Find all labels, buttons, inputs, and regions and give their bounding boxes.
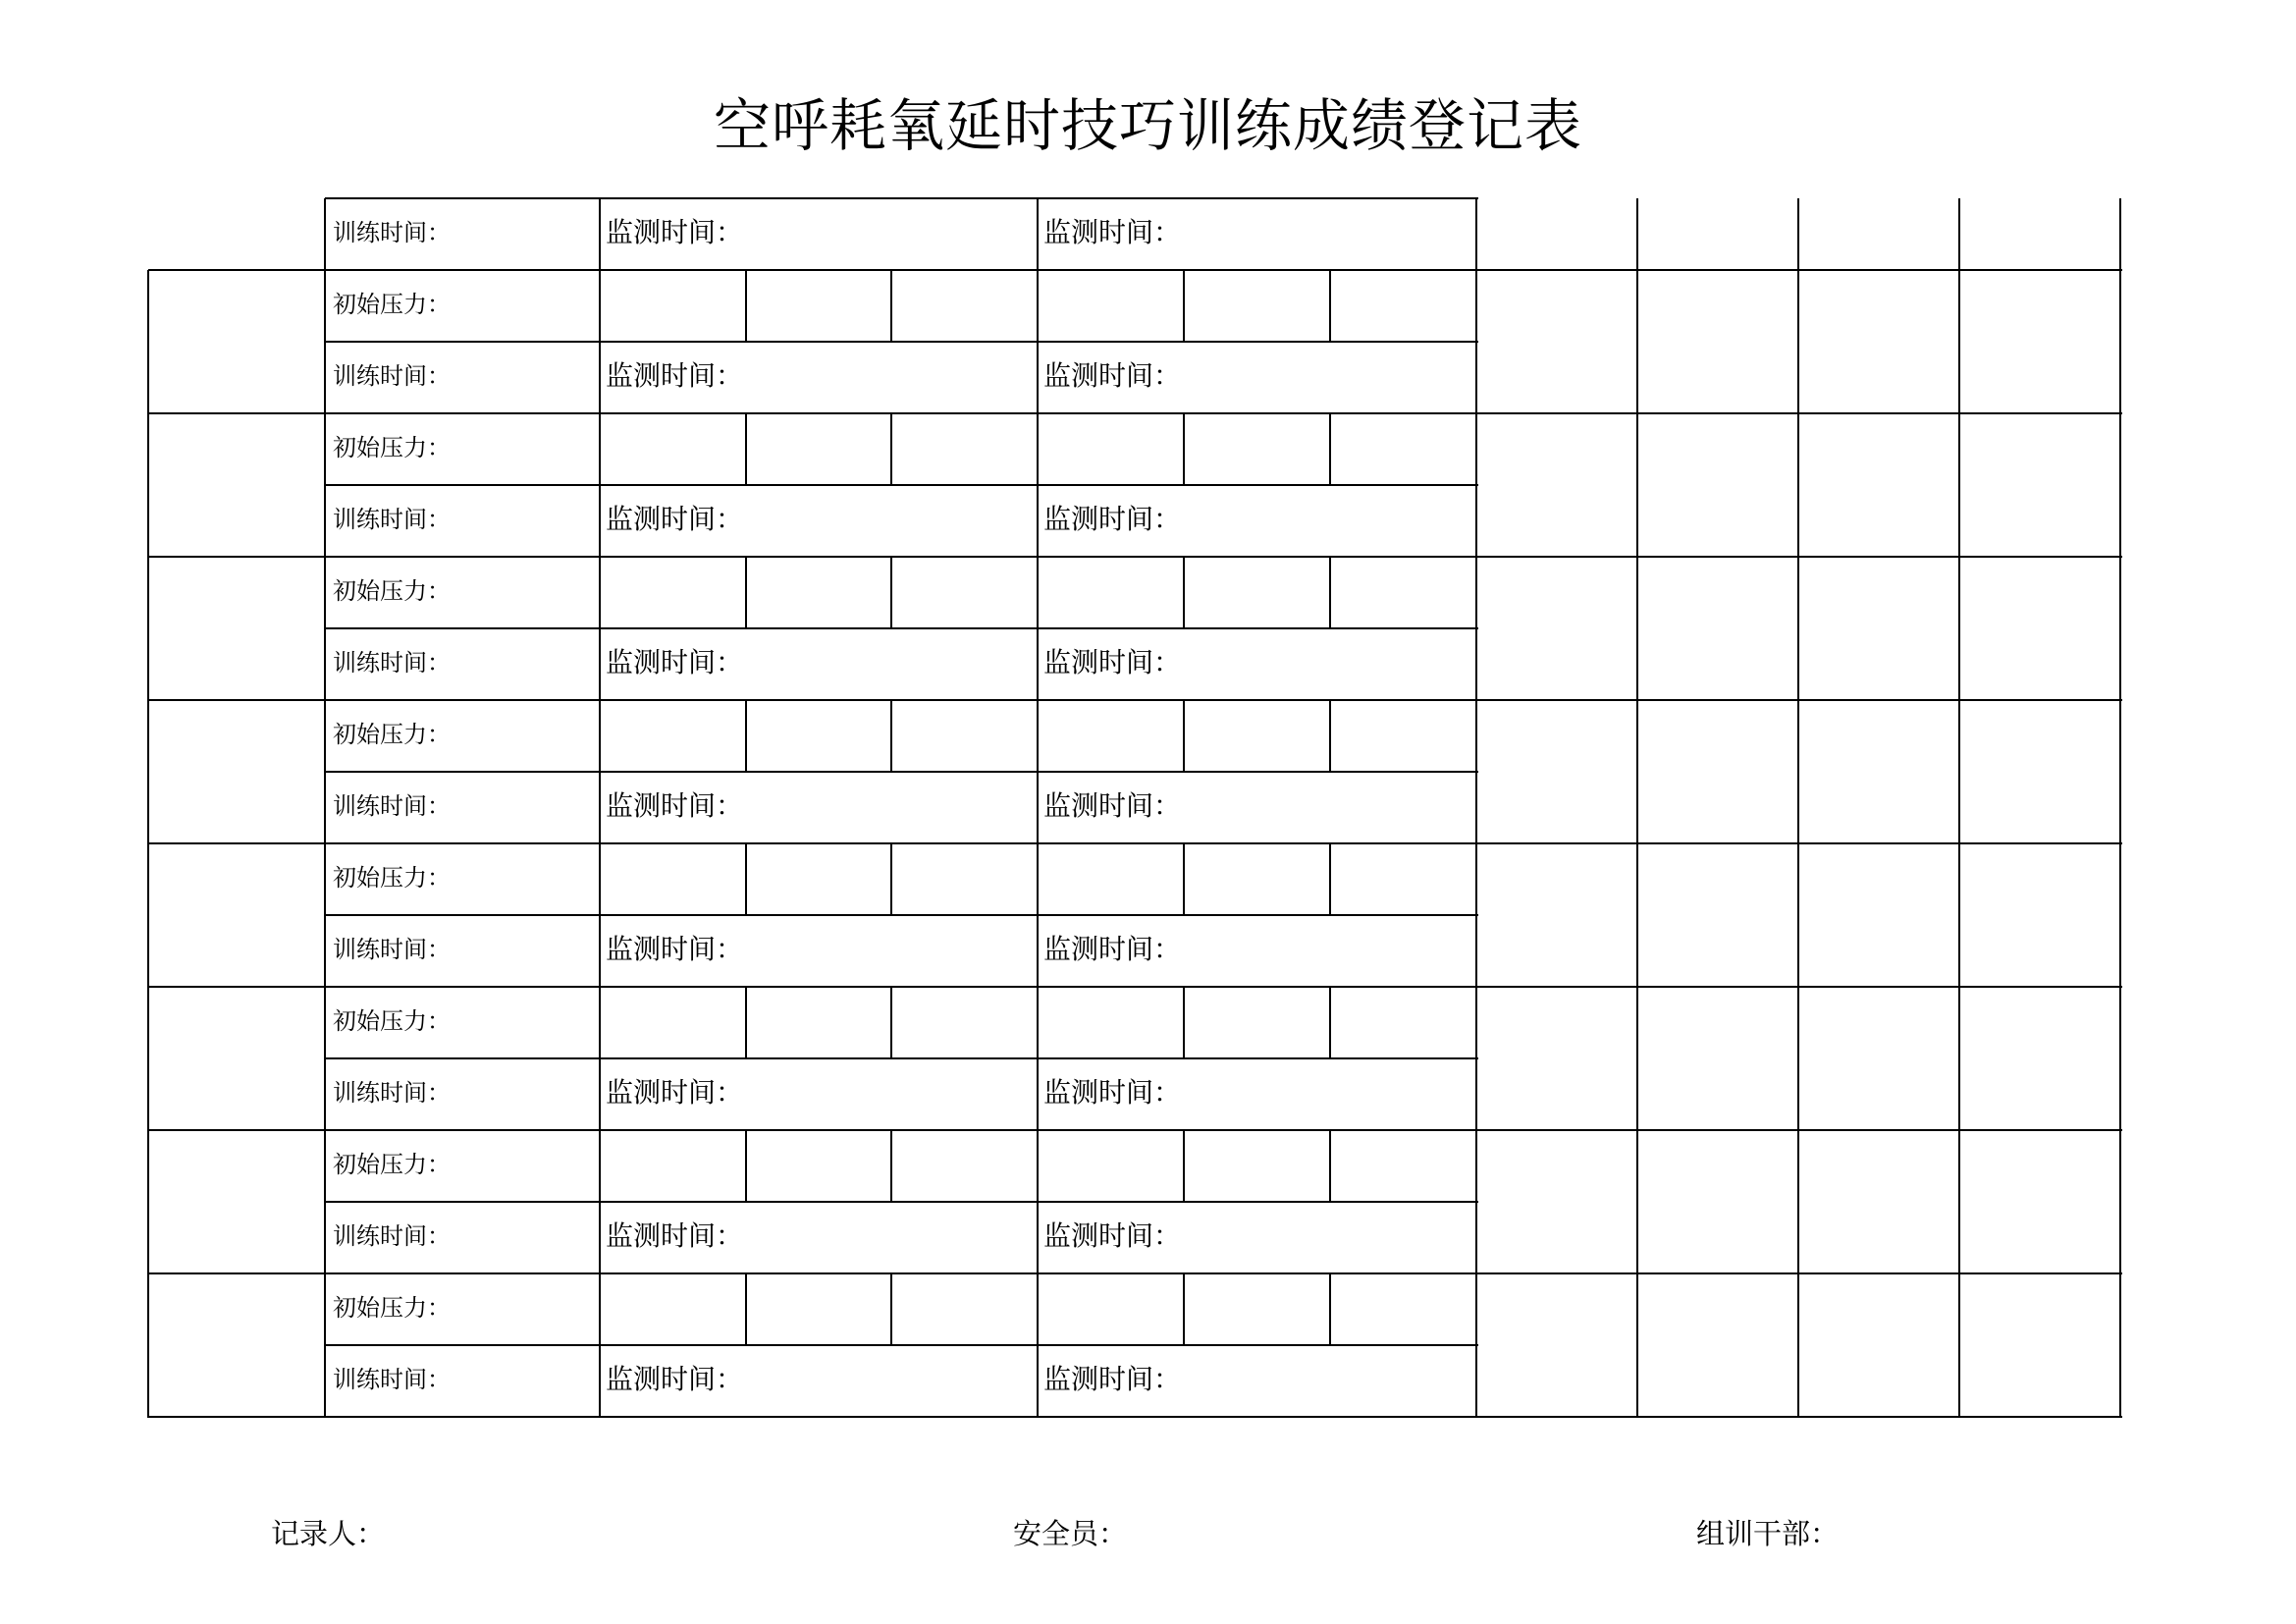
monitor-time-label: 监测时间： xyxy=(606,216,744,248)
group-separator-rule xyxy=(148,412,2122,414)
pressure-subcell-rule xyxy=(1183,557,1185,629)
monitor-time-label: 监测时间： xyxy=(1043,1076,1182,1109)
monitor-block-1-rule xyxy=(599,198,601,1418)
page-title: 空呼耗氧延时技巧训练成绩登记表 xyxy=(713,92,1582,159)
initial-pressure-label: 初始压力： xyxy=(333,434,451,461)
group-separator-rule xyxy=(148,699,2122,701)
label-column-rule xyxy=(324,198,326,1418)
row-separator-rule xyxy=(325,771,1478,773)
pressure-subcell-rule xyxy=(745,270,747,343)
training-time-label: 训练时间： xyxy=(333,792,451,820)
monitor-time-label: 监测时间： xyxy=(1043,1219,1182,1252)
pressure-subcell-rule xyxy=(1329,413,1331,486)
pressure-subcell-rule xyxy=(745,700,747,773)
pressure-subcell-rule xyxy=(1329,843,1331,916)
pressure-subcell-rule xyxy=(890,1130,892,1203)
pressure-subcell-rule xyxy=(1183,413,1185,486)
row-separator-rule xyxy=(325,341,1478,343)
pressure-subcell-rule xyxy=(745,1273,747,1346)
table-left-rule xyxy=(147,270,149,1418)
monitor-time-label: 监测时间： xyxy=(606,503,744,535)
pressure-subcell-rule xyxy=(745,413,747,486)
right-column-rule xyxy=(1797,198,1799,1418)
row-separator-rule xyxy=(325,1201,1478,1203)
pressure-subcell-rule xyxy=(1329,1130,1331,1203)
monitor-time-label: 监测时间： xyxy=(606,359,744,392)
row-separator-rule xyxy=(325,484,1478,486)
monitor-time-label: 监测时间： xyxy=(606,1219,744,1252)
pressure-subcell-rule xyxy=(890,557,892,629)
pressure-subcell-rule xyxy=(745,987,747,1059)
initial-pressure-label: 初始压力： xyxy=(333,864,451,892)
safety-officer-label: 安全员： xyxy=(1013,1517,1128,1550)
pressure-subcell-rule xyxy=(1329,1273,1331,1346)
table-top-rule xyxy=(325,197,1478,199)
training-time-label: 训练时间： xyxy=(333,219,451,246)
pressure-subcell-rule xyxy=(890,413,892,486)
pressure-subcell-rule xyxy=(1329,987,1331,1059)
pressure-subcell-rule xyxy=(1329,270,1331,343)
right-block-rule xyxy=(1475,198,1477,1418)
right-column-rule xyxy=(1636,198,1638,1418)
initial-pressure-label: 初始压力： xyxy=(333,1294,451,1322)
pressure-subcell-rule xyxy=(890,987,892,1059)
initial-pressure-label: 初始压力： xyxy=(333,291,451,318)
row-separator-rule xyxy=(325,1344,1478,1346)
training-time-label: 训练时间： xyxy=(333,1079,451,1107)
monitor-time-label: 监测时间： xyxy=(1043,646,1182,678)
pressure-subcell-rule xyxy=(1183,1273,1185,1346)
group-separator-rule xyxy=(148,1416,2122,1418)
pressure-subcell-rule xyxy=(1183,987,1185,1059)
pressure-subcell-rule xyxy=(1329,557,1331,629)
pressure-subcell-rule xyxy=(1183,700,1185,773)
pressure-subcell-rule xyxy=(745,1130,747,1203)
pressure-subcell-rule xyxy=(890,270,892,343)
initial-pressure-label: 初始压力： xyxy=(333,721,451,748)
monitor-time-label: 监测时间： xyxy=(1043,216,1182,248)
monitor-time-label: 监测时间： xyxy=(606,789,744,822)
pressure-subcell-rule xyxy=(890,843,892,916)
group-separator-rule xyxy=(148,1129,2122,1131)
monitor-time-label: 监测时间： xyxy=(606,1076,744,1109)
monitor-time-label: 监测时间： xyxy=(1043,789,1182,822)
monitor-time-label: 监测时间： xyxy=(606,1363,744,1395)
right-column-rule xyxy=(1958,198,1960,1418)
pressure-subcell-rule xyxy=(745,843,747,916)
training-time-label: 训练时间： xyxy=(333,649,451,677)
pressure-subcell-rule xyxy=(1183,270,1185,343)
pressure-subcell-rule xyxy=(890,1273,892,1346)
group-separator-rule xyxy=(148,842,2122,844)
group-separator-rule xyxy=(148,1272,2122,1274)
training-time-label: 训练时间： xyxy=(333,362,451,390)
group-separator-rule xyxy=(148,556,2122,558)
initial-pressure-label: 初始压力： xyxy=(333,1151,451,1178)
monitor-time-label: 监测时间： xyxy=(606,646,744,678)
recorder-label: 记录人： xyxy=(271,1517,386,1550)
training-time-label: 训练时间： xyxy=(333,1222,451,1250)
monitor-time-label: 监测时间： xyxy=(1043,503,1182,535)
pressure-subcell-rule xyxy=(1183,1130,1185,1203)
row-separator-rule xyxy=(325,914,1478,916)
monitor-time-label: 监测时间： xyxy=(1043,1363,1182,1395)
monitor-time-label: 监测时间： xyxy=(1043,359,1182,392)
monitor-block-2-rule xyxy=(1037,198,1039,1418)
training-time-label: 训练时间： xyxy=(333,936,451,963)
group-separator-rule xyxy=(148,986,2122,988)
monitor-time-label: 监测时间： xyxy=(606,933,744,965)
initial-pressure-label: 初始压力： xyxy=(333,577,451,605)
training-time-label: 训练时间： xyxy=(333,1366,451,1393)
table-right-rule xyxy=(2119,198,2121,1418)
training-cadre-label: 组训干部： xyxy=(1696,1517,1840,1550)
row-separator-rule xyxy=(325,1057,1478,1059)
initial-pressure-label: 初始压力： xyxy=(333,1007,451,1035)
row-separator-rule xyxy=(325,627,1478,629)
pressure-subcell-rule xyxy=(745,557,747,629)
pressure-subcell-rule xyxy=(890,700,892,773)
group-separator-rule xyxy=(148,269,2122,271)
monitor-time-label: 监测时间： xyxy=(1043,933,1182,965)
pressure-subcell-rule xyxy=(1329,700,1331,773)
pressure-subcell-rule xyxy=(1183,843,1185,916)
training-time-label: 训练时间： xyxy=(333,506,451,533)
